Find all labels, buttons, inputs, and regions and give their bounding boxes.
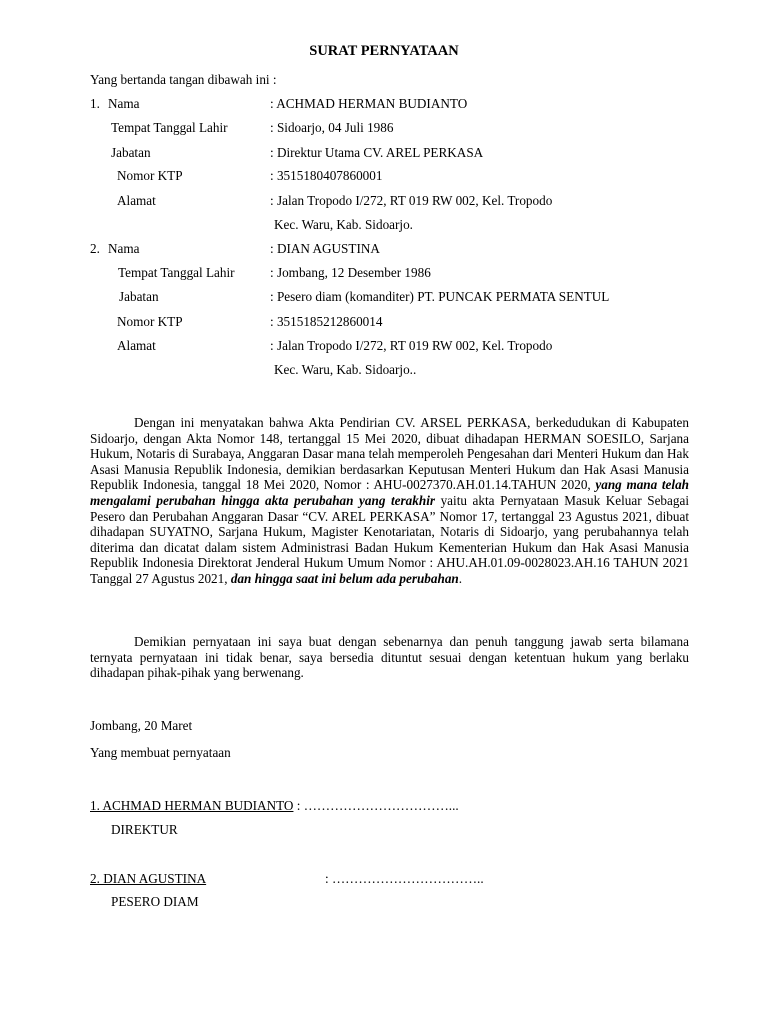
person1-jabatan-label: Jabatan <box>111 145 151 160</box>
person1-nama-label: Nama <box>108 96 140 111</box>
place-date: Jombang, 20 Maret <box>90 718 193 733</box>
person1-ktp-label: Nomor KTP <box>117 168 183 183</box>
document-title: SURAT PERNYATAAN <box>309 43 459 59</box>
maker-label: Yang membuat pernyataan <box>90 745 231 760</box>
signature2-dots: : …………………………….. <box>325 871 484 886</box>
person1-ttl-value: : Sidoarjo, 04 Juli 1986 <box>270 120 394 135</box>
statement-part1: Dengan ini menyatakan bahwa Akta Pendirian CV. ARSEL PERKASA, berkedudukan di Kabupaten Sidoarjo, dengan Akta Nomor 148, tertanggal 15 Mei 2020, dibuat dihadapan HERMAN SOESILO, Sarjana Hukum, Notaris di Surabaya, Anggaran Dasar mana telah memperoleh Pengesahan dari Menteri Hukum dan Hak Asasi Manusia Republik Indonesia, demikian berdasarkan Keputusan Menteri Hukum dan Hak Asasi Manusia Republik Indonesia, tanggal 18 Mei 2020, Nomor : AHU-0027370.AH.01.14.TAHUN 2020, <box>90 415 689 493</box>
statement-part2: yaitu akta Pernyataan Masuk Keluar Sebagai Pesero dan Perubahan Anggaran Dasar “CV. AREL PERKASA” Nomor 17, tertanggal 23 Agustus 2021, dibuat dihadapan SUYATNO, Sarjana Hukum, Magister Kenotariatan, Notaris di Sidoarjo, yang perubahannya telah diterima dan dicatat dalam sistem Administrasi Badan Hukum Kementerian Hukum dan Hak Asasi Manusia Republik Indonesia Direktorat Jenderal Hukum Umum Nomor : AHU.AH.01.09-0028023.AH.16 TAHUN 2021 Tanggal 27 Agustus 2021, <box>90 492 689 586</box>
signature2-role: PESERO DIAM <box>111 894 199 909</box>
person1-ttl-label: Tempat Tanggal Lahir <box>111 120 228 135</box>
person2-alamat-line2: Kec. Waru, Kab. Sidoarjo.. <box>274 362 417 377</box>
statement-emphasis1: yang mana telah mengalami perubahan hingga akta perubahan yang terakhir <box>90 477 690 508</box>
signature2-name: 2. DIAN AGUSTINA <box>90 871 207 886</box>
person2-ttl-value: : Jombang, 12 Desember 1986 <box>270 265 431 280</box>
person1-alamat-line1: : Jalan Tropodo I/272, RT 019 RW 002, Kel. Tropodo <box>270 193 553 208</box>
person2-jabatan-value: : Pesero diam (komanditer) PT. PUNCAK PERMATA SENTUL <box>270 289 610 304</box>
signature1-dots: : ……………………………. <box>293 798 453 813</box>
person1-alamat-label: Alamat <box>117 193 156 208</box>
signature1-name: 1. ACHMAD HERMAN BUDIANTO <box>90 798 294 813</box>
signature1-role: DIREKTUR <box>111 822 178 837</box>
person1-alamat-line2: Kec. Waru, Kab. Sidoarjo. <box>274 217 413 232</box>
person2-nama-label: Nama <box>108 241 140 256</box>
person1-jabatan-value: : Direktur Utama CV. AREL PERKASA <box>270 145 484 160</box>
statement-paragraph <box>90 415 689 587</box>
person2-jabatan-label: Jabatan <box>119 289 159 304</box>
person2-ktp-value: : 3515185212860014 <box>270 314 383 329</box>
person2-number: 2. <box>90 241 100 256</box>
person1-number: 1. <box>90 96 100 111</box>
person1-nama-value: : ACHMAD HERMAN BUDIANTO <box>270 96 468 111</box>
person2-ktp-label: Nomor KTP <box>117 314 183 329</box>
closing-paragraph: Demikian pernyataan ini saya buat dengan sebenarnya dan penuh tanggung jawab serta bilamana ternyata pernyataan ini tidak benar, saya bersedia dituntut sesuai dengan ketentuan hukum yang berlaku dihadapan pihak-pihak yang berwenang. <box>90 634 689 681</box>
person2-nama-value: : DIAN AGUSTINA <box>270 241 380 256</box>
signature1-line <box>90 798 459 814</box>
person1-ktp-value: : 3515180407860001 <box>270 168 383 183</box>
person2-alamat-line1: : Jalan Tropodo I/272, RT 019 RW 002, Kel. Tropodo <box>270 338 553 353</box>
person2-alamat-label: Alamat <box>117 338 156 353</box>
signature1-dots-end: .. <box>452 798 459 813</box>
statement-emphasis2: dan hingga saat ini belum ada perubahan <box>230 570 459 586</box>
intro-text: Yang bertanda tangan dibawah ini : <box>90 72 277 87</box>
person2-ttl-label: Tempat Tanggal Lahir <box>118 265 235 280</box>
statement-part3: . <box>458 570 463 586</box>
